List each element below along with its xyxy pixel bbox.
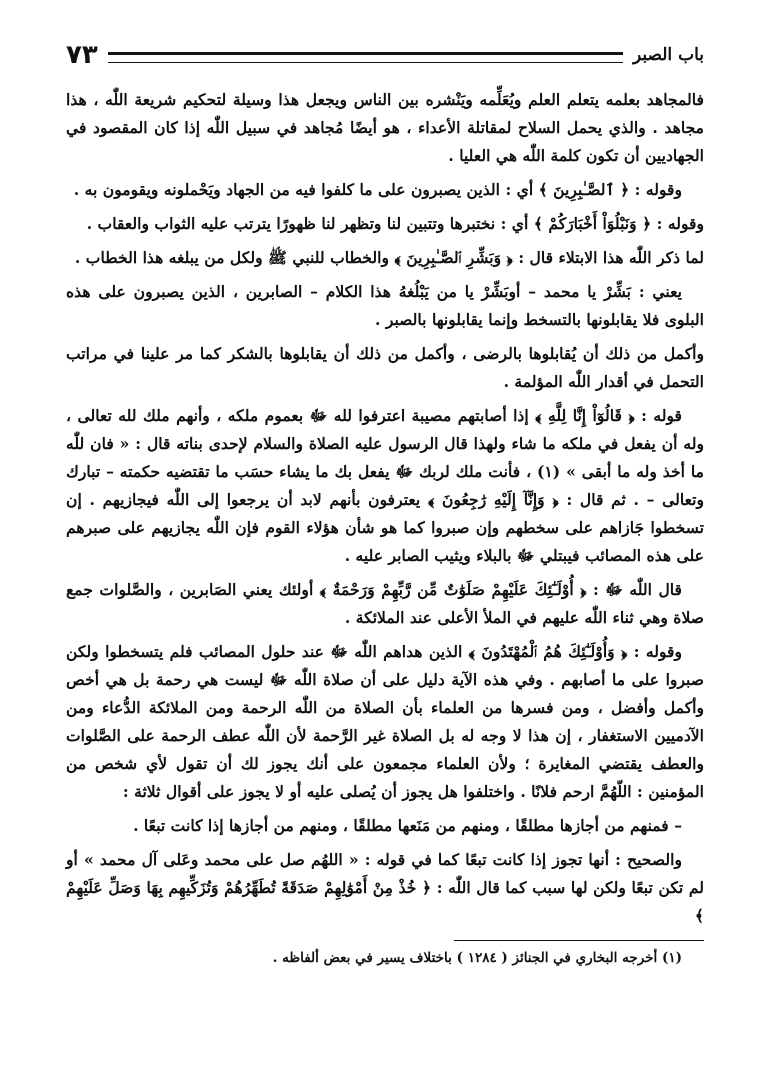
footnote: (١) أخرجه البخاري في الجنائز ( ١٢٨٤ ) باختلاف يسير في بعض ألفاظه . xyxy=(272,950,682,966)
header-rule xyxy=(108,52,623,63)
paragraph-2: وقوله : ﴿ ٱلصَّـٰبِرِينَ ﴾ أي : الذين يصبرون على ما كلفوا فيه من الجهاد ويَحْملونه ويقومون به . xyxy=(73,180,682,199)
paragraph-5: يعني : بَشِّرْ يا محمد – أوبَشِّرْ يا من يَبْلُغهُ هذا الكلام – الصابرين ، الذين يصبرون على هذه البلوى فلا يقابلونها بالتسخط وإنما يقابلونها بالصبر . xyxy=(66,282,704,329)
footnote-rule xyxy=(454,940,704,941)
paragraph-3: وقوله : ﴿ وَنَبْلُوَاْ أَخْبَارَكُمْ ﴾ أي : نختبرها وتتبين لنا وتظهر لنا ظهورًا يترتب عليه الثواب والعقاب . xyxy=(86,214,704,233)
paragraph-10: – فمنهم من أجازها مطلقًا ، ومنهم من مَنَعها مطلقًا ، ومنهم من أجازها إذا كانت تبعًا . xyxy=(133,816,682,835)
paragraph-7: قوله : ﴿ قَالُوٓاْ إِنَّا لِلَّهِ ﴾ إذا أصابتهم مصيبة اعترفوا لله ﷻ بعموم ملكه ، وأنهم ملك لله تعالى ، وله أن يفعل في ملكه ما شاء ولهذا قال الرسول عليه الصلاة والسلام لإحدى بناته قال : « فان للّٰه ما أخذ وله ما أبقى » (١) ، فأنت ملك لربك ﷻ يفعل بك ما يشاء حسَب ما تقتضيه حكمته – تبارك وتعالى – . ثم قال : ﴿ وَإِنَّآ إِلَيْهِ رَٰجِعُونَ ﴾ يعترفون بأنهم لابد أن يرجعوا إلى اللّٰه فيجازيهم . إن تسخطوا جَازاهم على سخطهم وإن صبروا كما هو شأن هؤلاء القوم فإن اللّٰه يجازيهم على صبرهم على هذه المصائب فيبتلي ﷻ بالبلاء ويثيب الصابر عليه . xyxy=(66,406,704,565)
paragraph-6: وأكمل من ذلك أن يُقابلوها بالرضى ، وأكمل من ذلك أن يقابلوها بالشكر كما مر علينا في مراتب التحمل في أقدار اللّٰه المؤلمة . xyxy=(66,344,704,391)
paragraph-11: والصحيح : أنها تجوز إذا كانت تبعًا كما في قوله : « اللهُم صل على محمد وعَلى آل محمد » أو لم تكن تبعًا ولكن لها سبب كما قال اللّٰه : ﴿ خُذْ مِنْ أَمْوَٰلِهِمْ صَدَقَةً تُطَهِّرُهُمْ وَتُزَكِّيهِم بِهَا وَصَلِّ عَلَيْهِمْ ﴾ xyxy=(66,850,704,925)
paragraph-4: لما ذكر اللّٰه هذا الابتلاء قال : ﴿ وَبَشِّرِ ٱلصَّـٰبِرِينَ ﴾ والخطاب للنبي ﷺ ولكل من يبلغه هذا الخطاب . xyxy=(74,248,704,267)
paragraph-9: وقوله : ﴿ وَأُوْلَـٰٓئِكَ هُمُ ٱلْمُهْتَدُونَ ﴾ الذين هداهم اللّٰه ﷻ عند حلول المصائب فلم يتسخطوا ولكن صبروا على ما أصابهم . وفي هذه الآية دليل على أن صلاة اللّٰه ﷻ ليست هي رحمة بل هي أخص وأكمل وأفضل ، ومن فسرها من العلماء بأن الصلاة من اللّٰه الرحمة ومن الملائكة الدُّعاء ومن الآدميين الاستغفار ، إن هذا لا وجه له بل الصلاة غير الرَّحمة لأن اللّٰه عطف الرحمة على الصَّلوات والعطف يقتضي المغايرة ؛ ولأن العلماء مجمعون على أنك يجوز لك أن تقول لأي شخص من المؤمنين : اللّهُمَّ ارحم فلانًا . واختلفوا هل يجوز أن يُصلى عليه أو لا يجوز على أقوال ثلاثة : xyxy=(66,642,704,801)
page-number: ٧٣ xyxy=(66,40,98,70)
page-body xyxy=(66,86,704,930)
chapter-title: باب الصبر xyxy=(633,45,704,65)
paragraph-1: فالمجاهد بعلمه يتعلم العلم ويُعَلِّمه ويَنْشره بين الناس ويجعل هذا وسيلة لتحكيم شريعة اللّٰه ، هذا مجاهد . والذي يحمل السلاح لمقاتلة الأعداء ، هو أيضًا مُجاهد في سبيل اللّٰه إذا كان المقصود في الجهاديين أن تكون كلمة اللّٰه هي العليا . xyxy=(66,90,704,165)
paragraph-8: قال اللّٰه ﷻ : ﴿ أُوْلَـٰٓئِكَ عَلَيْهِمْ صَلَوَٰتٌ مِّن رَّبِّهِمْ وَرَحْمَةٌ ﴾ أولئك يعني الصَابرين ، والصَّلوات جمع صلاة وهي ثناء اللّٰه عليهم في الملأ الأعلى عند الملائكة . xyxy=(66,580,704,627)
page-header xyxy=(66,38,704,72)
